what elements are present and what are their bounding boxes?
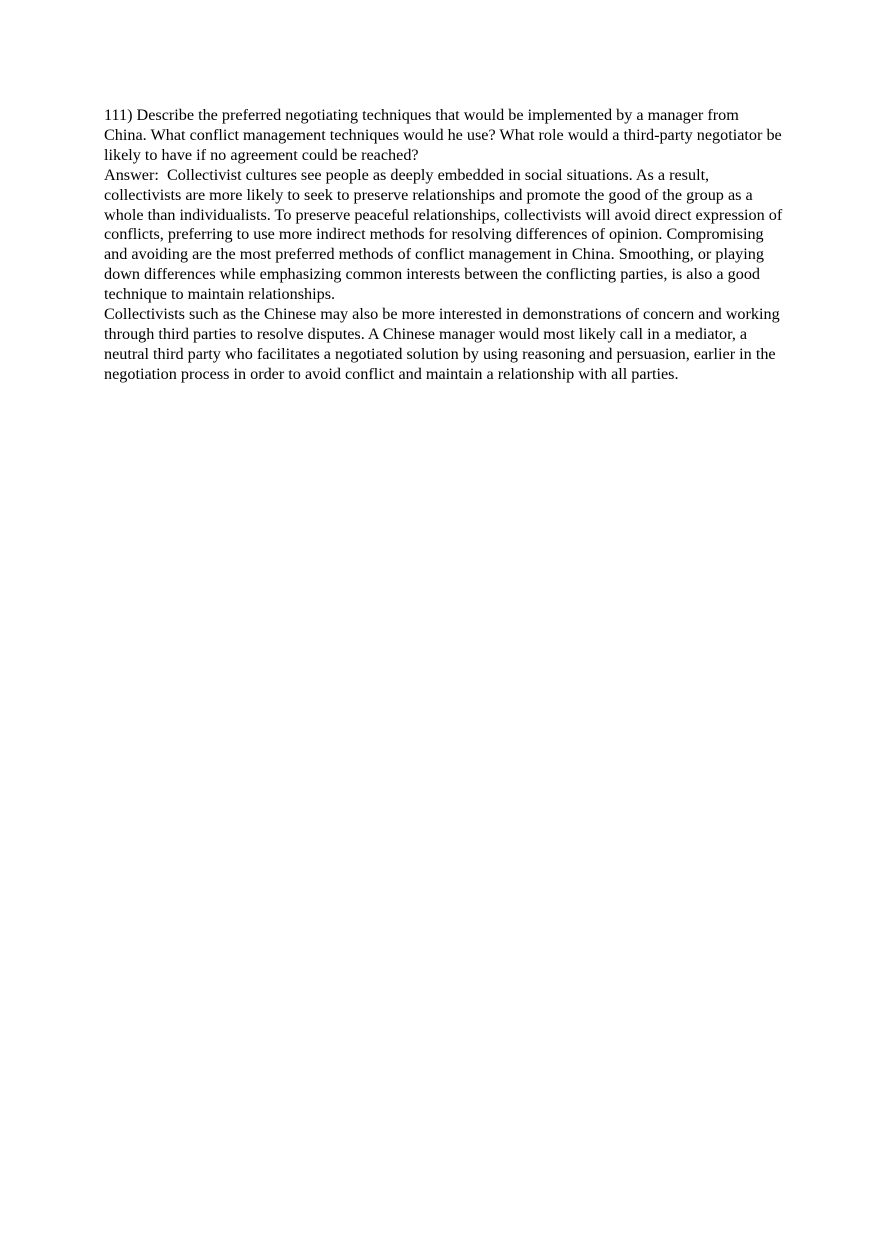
answer-paragraph-1-text: Collectivist cultures see people as deeply embedded in social situations. As a result, collectivists are more likely to seek to preserve relationships and promote the good of the group as a whole than individualists. To preserve peaceful relationships, collectivists will avoid direct expression of conflicts, preferring to use more indirect methods for resolving differences of opinion. Compromising and avoiding are the most preferred methods of conflict management in China. Smoothing, or playing down differences while emphasizing common interests between the conflicting parties, is also a good technique to maintain relationships.: [104, 165, 783, 304]
question-answer-block: [104, 106, 784, 385]
answer-paragraph-1: [104, 166, 784, 305]
answer-paragraph-2: Collectivists such as the Chinese may also be more interested in demonstrations of concern and working through third parties to resolve disputes. A Chinese manager would most likely call in a mediator, a neutral third party who facilitates a negotiated solution by using reasoning and persuasion, earlier in the negotiation process in order to avoid conflict and maintain a relationship with all parties.: [104, 305, 780, 383]
question-text: 111) Describe the preferred negotiating techniques that would be implemented by a manager from China. What conflict management techniques would he use? What role would a third-party negotiator be likely to have if no agreement could be reached?: [104, 106, 782, 164]
answer-label: Answer:: [104, 165, 167, 184]
